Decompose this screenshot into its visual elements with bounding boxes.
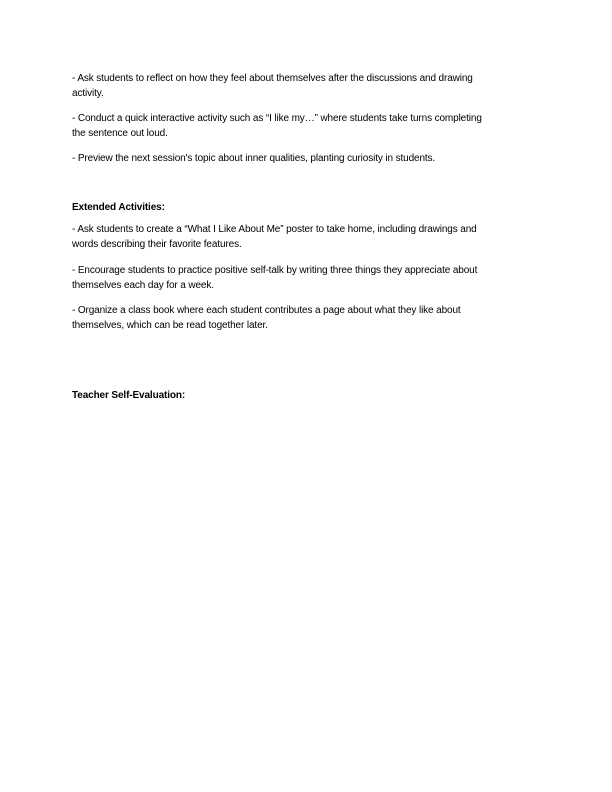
paragraph-self-talk (72, 263, 552, 293)
text-line: activity. (72, 88, 104, 99)
text-line: - Ask students to reflect on how they feel about themselves after the discussions and drawing (72, 73, 473, 84)
extended-activities-heading: Extended Activities: (72, 202, 165, 213)
paragraph-class-book (72, 303, 552, 333)
paragraph-interactive-activity (72, 111, 552, 141)
paragraph-reflect (72, 71, 552, 101)
teacher-self-evaluation-heading: Teacher Self-Evaluation: (72, 390, 186, 401)
text-line: - Ask students to create a “What I Like About Me” poster to take home, including drawings and (72, 224, 477, 235)
text-line: words describing their favorite features. (72, 239, 242, 250)
text-line: the sentence out loud. (72, 128, 168, 139)
text-line: themselves each day for a week. (72, 280, 214, 291)
text-line: - Preview the next session's topic about inner qualities, planting curiosity in students. (72, 153, 436, 164)
text-line: - Encourage students to practice positive self-talk by writing three things they appreciate about (72, 265, 478, 276)
paragraph-preview (72, 151, 552, 166)
text-line: themselves, which can be read together later. (72, 320, 268, 331)
text-line: - Organize a class book where each student contributes a page about what they like about (72, 305, 461, 316)
paragraph-poster (72, 222, 552, 252)
text-line: - Conduct a quick interactive activity such as “I like my…” where students take turns completing (72, 113, 482, 124)
